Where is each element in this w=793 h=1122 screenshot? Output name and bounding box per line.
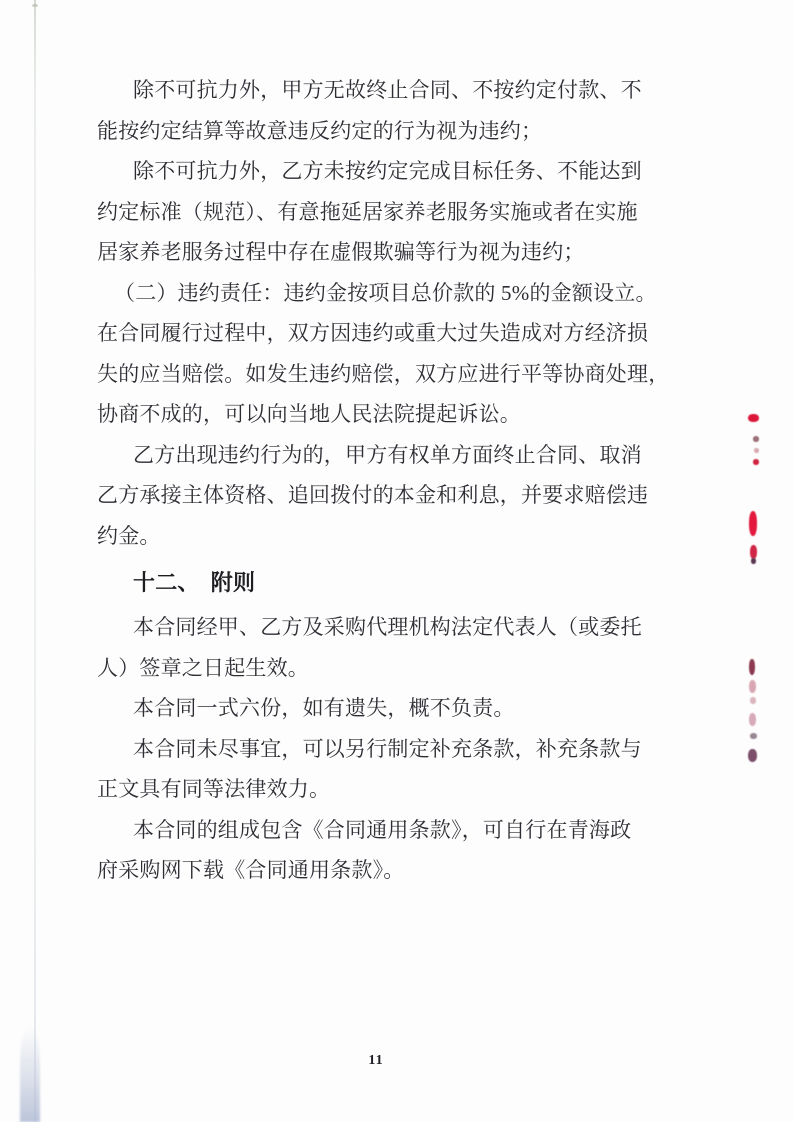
text-line: 约金。 xyxy=(97,524,161,549)
scanner-edge-line-artifact xyxy=(34,0,36,1122)
seal-ink-mark xyxy=(749,713,756,726)
seal-ink-mark xyxy=(749,659,755,675)
seal-ink-mark xyxy=(749,680,756,693)
seal-ink-mark xyxy=(749,511,757,536)
seal-ink-mark xyxy=(751,558,756,564)
text-line: 除不可抗力外，甲方无故终止合同、不按约定付款、不 xyxy=(133,78,642,102)
text-line: （二）违约责任：违约金按项目总价款的 5%的金额设立。 xyxy=(114,280,657,305)
text-line: 能按约定结算等故意违反约定的行为视为违约； xyxy=(97,118,543,143)
text-line: 乙方承接主体资格、追回拨付的本金和利息，并要求赔偿违 xyxy=(97,483,649,508)
text-line: 协商不成的，可以向当地人民法院提起诉讼。 xyxy=(97,402,521,427)
text-line: 本合同经甲、乙方及采购代理机构法定代表人（或委托 xyxy=(133,615,642,640)
text-line: 乙方出现违约行为的，甲方有权单方面终止合同、取消 xyxy=(133,442,642,467)
section-heading: 十二、 附则 xyxy=(133,569,256,595)
text-line: 正文具有同等法律效力。 xyxy=(97,777,331,802)
text-line: 本合同一式六份，如有遗失，概不负责。 xyxy=(133,696,515,721)
seal-ink-mark xyxy=(753,459,759,465)
text-line: 约定标准（规范）、有意拖延居家养老服务实施或者在实施 xyxy=(97,199,638,224)
contract-text-block xyxy=(97,70,670,891)
seal-ink-mark xyxy=(754,448,759,453)
seal-ink-mark xyxy=(750,697,756,704)
text-line: 本合同的组成包含《合同通用条款》，可自行在青海政 xyxy=(133,817,632,842)
text-line: 居家养老服务过程中存在虚假欺骗等行为视为违约； xyxy=(97,240,585,265)
text-line: 失的应当赔偿。如发生违约赔偿，双方应进行平等协商处理， xyxy=(97,361,670,386)
page-number: 11 xyxy=(368,1053,384,1068)
scanner-bottom-smudge-artifact xyxy=(20,1027,40,1122)
text-line: 本合同未尽事宜，可以另行制定补充条款，补充条款与 xyxy=(133,736,642,761)
seal-ink-mark xyxy=(748,414,759,422)
seal-ink-mark xyxy=(748,749,757,762)
text-line: 在合同履行过程中，双方因违约或重大过失造成对方经济损 xyxy=(97,321,649,346)
seal-ink-mark xyxy=(750,733,757,739)
seal-ink-mark xyxy=(750,545,757,559)
text-line: 除不可抗力外，乙方未按约定完成目标任务、不能达到 xyxy=(133,159,642,184)
text-line: 人）签章之日起生效。 xyxy=(97,655,309,680)
scanner-edge-dot-artifact xyxy=(32,4,38,7)
seal-ink-mark xyxy=(753,436,759,442)
text-line: 府采购网下载《合同通用条款》。 xyxy=(97,858,405,883)
